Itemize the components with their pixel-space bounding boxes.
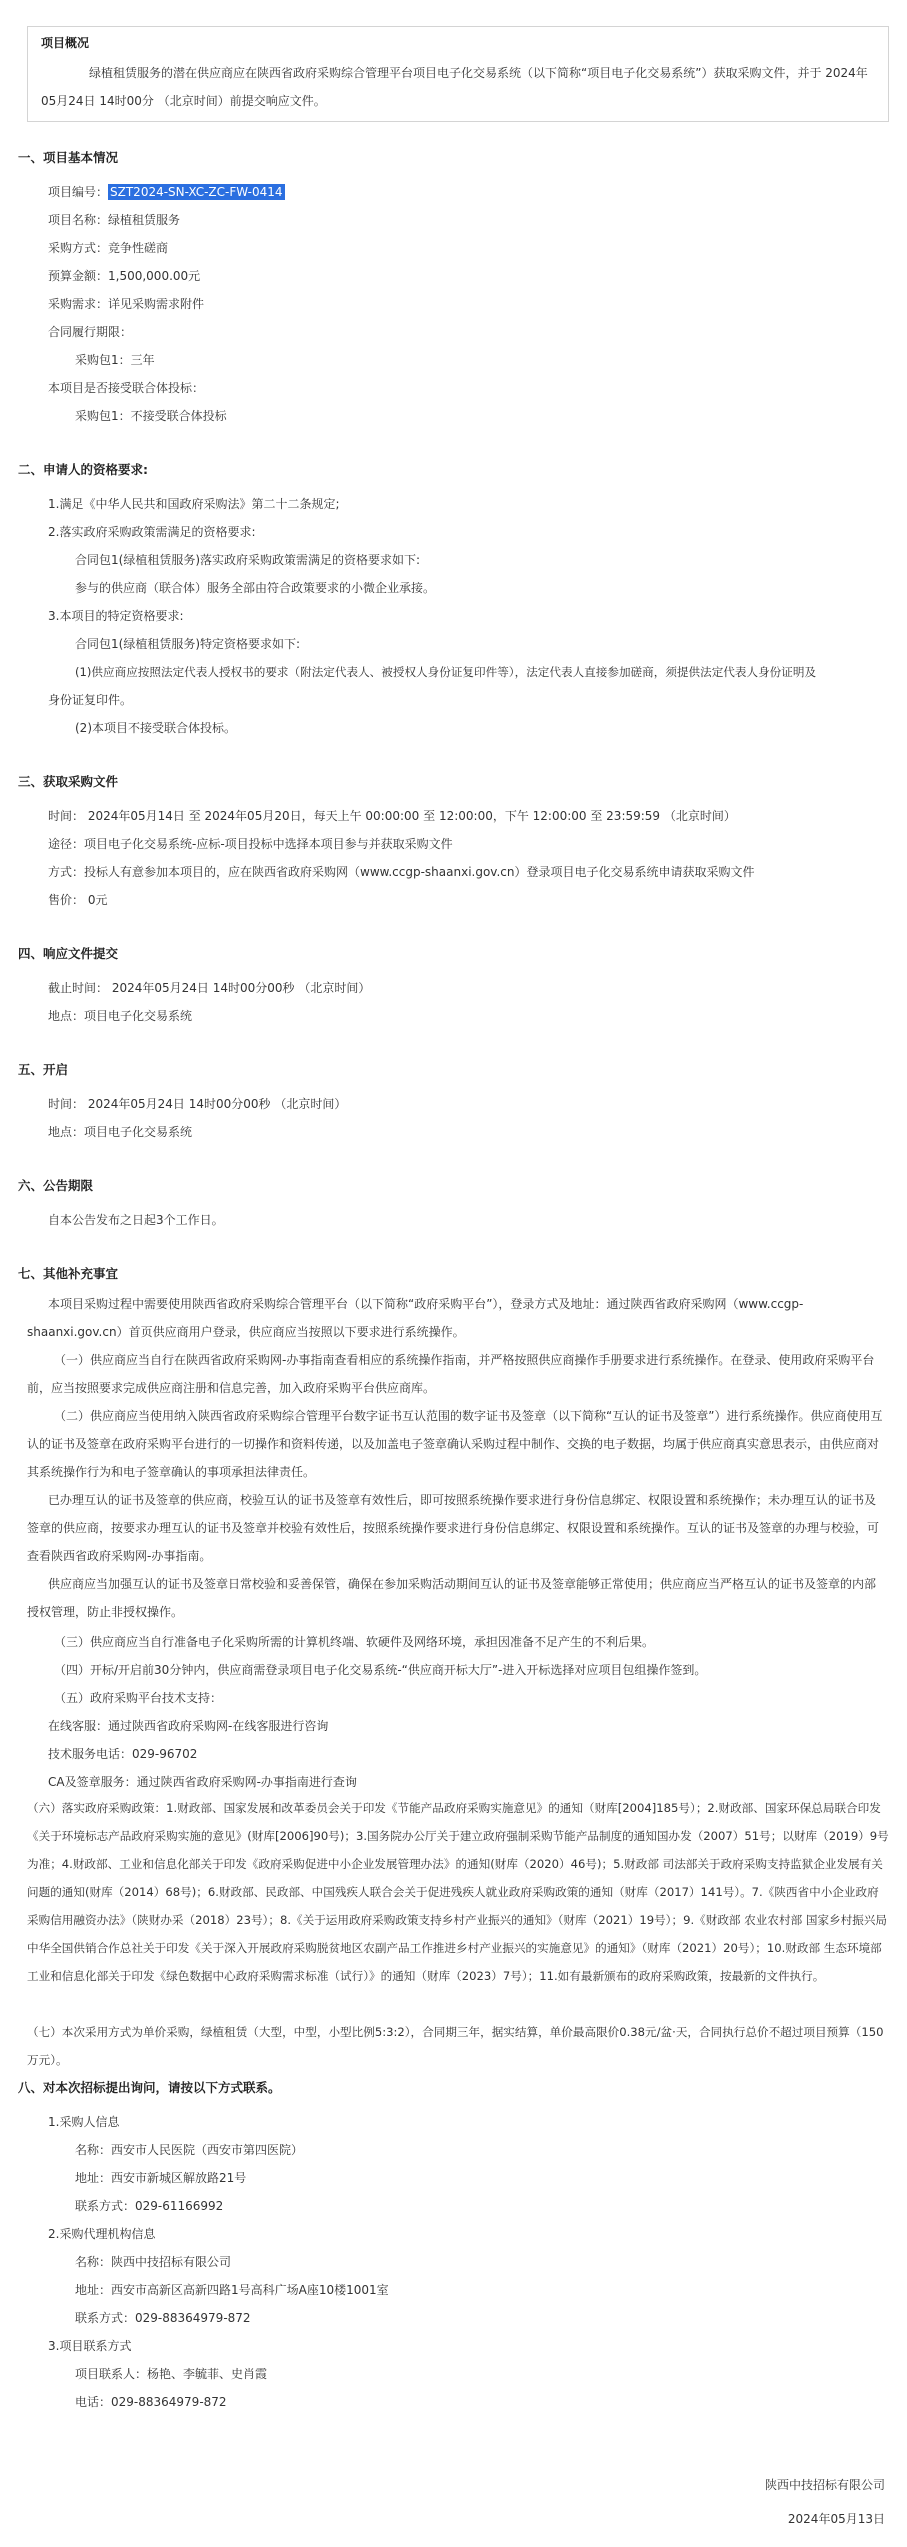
contact-phone: 电话：029-88364979-872 — [75, 2395, 227, 2409]
agent-name: 名称：陕西中技招标有限公司 — [75, 2255, 232, 2269]
obtain-time: 时间： 2024年05月14日 至 2024年05月20日，每天上午 00:00:00 至 12:00:00，下午 12:00:00 至 23:59:59 （北京时间） — [48, 809, 736, 823]
contract-period-value: 采购包1：三年 — [75, 353, 155, 367]
opening-place: 地点：项目电子化交易系统 — [48, 1125, 193, 1139]
agent-phone: 联系方式：029-88364979-872 — [75, 2311, 251, 2325]
support-phone: 技术服务电话：029-96702 — [48, 1747, 198, 1761]
project-code — [48, 184, 285, 200]
project-code-label: 项目编号： — [48, 185, 109, 199]
rule-2-safekeeping: 供应商应当加强互认的证书及签章日常校验和妥善保管，确保在参加采购活动期间互认的证书及签章能够正常使用；供应商应当严格互认的证书及签章的内部授权管理，防止非授权操作。 — [27, 1577, 877, 1619]
buyer-title: 1.采购人信息 — [48, 2115, 120, 2129]
rule-4-signin: （四）开标/开启前30分钟内，供应商需登录项目电子化交易系统-“供应商开标大厅”-进入开标选择对应项目包组操作签到。 — [54, 1663, 707, 1677]
qualification-specific-1a: (1)供应商应按照法定代表人授权书的要求（附法定代表人、被授权人身份证复印件等），法定代表人直接参加磋商，须提供法定代表人身份证明及 — [75, 665, 817, 679]
submission-place: 地点：项目电子化交易系统 — [48, 1009, 193, 1023]
agent-title: 2.采购代理机构信息 — [48, 2227, 156, 2241]
consortium-label: 本项目是否接受联合体投标： — [48, 381, 205, 395]
buyer-phone: 联系方式：029-61166992 — [75, 2199, 224, 2213]
signature-org: 陕西中技招标有限公司 — [764, 2478, 885, 2492]
qualification-package-specific: 合同包1(绿植租赁服务)特定资格要求如下: — [75, 637, 301, 651]
procurement-method: 采购方式：竞争性磋商 — [48, 241, 169, 255]
obtain-channel: 途径：项目电子化交易系统-应标-项目投标中选择本项目参与并获取采购文件 — [48, 837, 453, 851]
overview-box — [27, 26, 889, 122]
section-4-heading: 四、响应文件提交 — [18, 946, 119, 961]
rule-5-support: （五）政府采购平台技术支持： — [54, 1691, 223, 1705]
section-7-heading: 七、其他补充事宜 — [18, 1266, 119, 1281]
contact-people: 项目联系人：杨艳、李毓菲、史肖霞 — [75, 2367, 268, 2381]
qualification-specific-1b: 身份证复印件。 — [48, 693, 133, 707]
rule-1-guide: （一）供应商应当自行在陕西省政府采购网-办事指南查看相应的系统操作指南，并严格按照供应商操作手册要求进行系统操作。在登录、使用政府采购平台前，应当按照要求完成供应商注册和信息完善，加入政府采购平台供应商库。 — [27, 1353, 875, 1395]
qualification-package-policy: 合同包1(绿植租赁服务)落实政府采购政策需满足的资格要求如下: — [75, 553, 421, 567]
qualification-policy-detail: 参与的供应商（联合体）服务全部由符合政策要求的小微企业承接。 — [75, 581, 436, 595]
signature-date: 2024年05月13日 — [787, 2512, 885, 2526]
opening-time: 时间： 2024年05月24日 14时00分00秒 （北京时间） — [48, 1097, 347, 1111]
section-2-heading: 二、申请人的资格要求: — [18, 462, 148, 477]
buyer-address: 地址：西安市新城区解放路21号 — [75, 2171, 247, 2185]
announcement-period: 自本公告发布之日起3个工作日。 — [48, 1213, 224, 1227]
rule-6-policies: （六）落实政府采购政策：1.财政部、国家发展和改革委员会关于印发《节能产品政府采购实施意见》的通知（财库[2004]185号）；2.财政部、国家环保总局联合印发《关于环境标志产品政府采购实施的意见》(财库[2006]90号)；3.国务院办公厅关于建立政府强制采购节能产品制度的通知国办发（2007）51号；以财库（2019）9号为准；4.财政部、工业和信息化部关于印发《政府采购促进中小企业发展管理办法》的通知(财库（2020）46号)；5.财政部 司法部关于政府采购支持监狱企业发展有关问题的通知(财库（2014）68号)；6.财政部、民政部、中国残疾人联合会关于促进残疾人就业政府采购政策的通知（财库（2017）141号）。7.《陕西省中小企业政府采购信用融资办法》（陕财办采（2018）23号）；8.《关于运用政府采购政策支持乡村产业振兴的通知》（财库（2021）19号）；9.《财政部 农业农村部 国家乡村振兴局 中华全国供销合作总社关于印发《关于深入开展政府采购脱贫地区农副产品工作推进乡村产业振兴的实施意见》的通知》（财库（2021）20号）；10.财政部 生态环境部 工业和信息化部关于印发《绿色数据中心政府采购需求标准（试行）》的通知（财库（2023）7号）；11.如有最新颁布的政府采购政策，按最新的文件执行。 — [27, 1801, 889, 1983]
qualification-item-2: 2.落实政府采购政策需满足的资格要求: — [48, 525, 256, 539]
support-ca: CA及签章服务：通过陕西省政府采购网-办事指南进行查询 — [48, 1775, 357, 1789]
qualification-specific-2: (2)本项目不接受联合体投标。 — [75, 721, 236, 735]
project-name: 项目名称：绿植租赁服务 — [48, 213, 181, 227]
agent-address: 地址：西安市高新区高新四路1号高科广场A座10楼1001室 — [75, 2283, 389, 2297]
document-price: 售价： 0元 — [48, 893, 108, 907]
rule-7-pricing: （七）本次采用方式为单价采购，绿植租赁（大型，中型，小型比例5:3:2），合同期三年，据实结算，单价最高限价0.38元/盆·天，合同执行总价不超过项目预算（150万元）。 — [27, 2025, 884, 2067]
overview-title: 项目概况 — [41, 36, 90, 50]
qualification-item-3: 3.本项目的特定资格要求: — [48, 609, 184, 623]
section-5-heading: 五、开启 — [18, 1062, 69, 1077]
rule-3-equipment: （三）供应商应当自行准备电子化采购所需的计算机终端、软硬件及网络环境，承担因准备不足产生的不利后果。 — [54, 1635, 655, 1649]
section-8-heading: 八、对本次招标提出询问，请按以下方式联系。 — [18, 2080, 281, 2095]
section-3-heading: 三、获取采购文件 — [18, 774, 119, 789]
rule-2-certificate: （二）供应商应当使用纳入陕西省政府采购综合管理平台数字证书互认范围的数字证书及签章（以下简称“互认的证书及签章”）进行系统操作。供应商使用互认的证书及签章在政府采购平台进行的一切操作和资料传递，以及加盖电子签章确认采购过程中制作、交换的电子数据，均属于供应商真实意思表示，由供应商对其系统操作行为和电子签章确认的事项承担法律责任。 — [27, 1409, 883, 1479]
qualification-item-1: 1.满足《中华人民共和国政府采购法》第二十二条规定; — [48, 497, 340, 511]
consortium-value: 采购包1：不接受联合体投标 — [75, 409, 227, 423]
contract-period-label: 合同履行期限： — [48, 325, 133, 339]
section-1-heading: 一、项目基本情况 — [18, 150, 119, 165]
project-code-value[interactable]: SZT2024-SN-XC-ZC-FW-0414 — [110, 185, 283, 199]
support-online: 在线客服：通过陕西省政府采购网-在线客服进行咨询 — [48, 1719, 329, 1733]
buyer-name: 名称：西安市人民医院（西安市第四医院） — [75, 2143, 304, 2157]
rule-2-binding: 已办理互认的证书及签章的供应商，校验互认的证书及签章有效性后，即可按照系统操作要求进行身份信息绑定、权限设置和系统操作；未办理互认的证书及签章的供应商，按要求办理互认的证书及签章并校验有效性后，按照系统操作要求进行身份信息绑定、权限设置和系统操作。互认的证书及签章的办理与校验，可查看陕西省政府采购网-办事指南。 — [27, 1493, 880, 1563]
obtain-method: 方式：投标人有意参加本项目的，应在陕西省政府采购网（www.ccgp-shaanxi.gov.cn）登录项目电子化交易系统申请获取采购文件 — [48, 865, 755, 879]
platform-intro: 本项目采购过程中需要使用陕西省政府采购综合管理平台（以下简称“政府采购平台”），登录方式及地址：通过陕西省政府采购网（www.ccgp-shaanxi.gov.cn）首页供应商用户登录，供应商应当按照以下要求进行系统操作。 — [27, 1297, 804, 1339]
section-6-heading: 六、公告期限 — [18, 1178, 94, 1193]
budget-amount: 预算金额：1,500,000.00元 — [48, 269, 201, 283]
submission-deadline: 截止时间： 2024年05月24日 14时00分00秒 （北京时间） — [48, 981, 371, 995]
contact-title: 3.项目联系方式 — [48, 2339, 132, 2353]
overview-text: 绿植租赁服务的潜在供应商应在陕西省政府采购综合管理平台项目电子化交易系统（以下简称“项目电子化交易系统”）获取采购文件，并于 2024年05月24日 14时00分 （北京时间）前提交响应文件。 — [41, 66, 868, 108]
procurement-demand: 采购需求：详见采购需求附件 — [48, 297, 205, 311]
